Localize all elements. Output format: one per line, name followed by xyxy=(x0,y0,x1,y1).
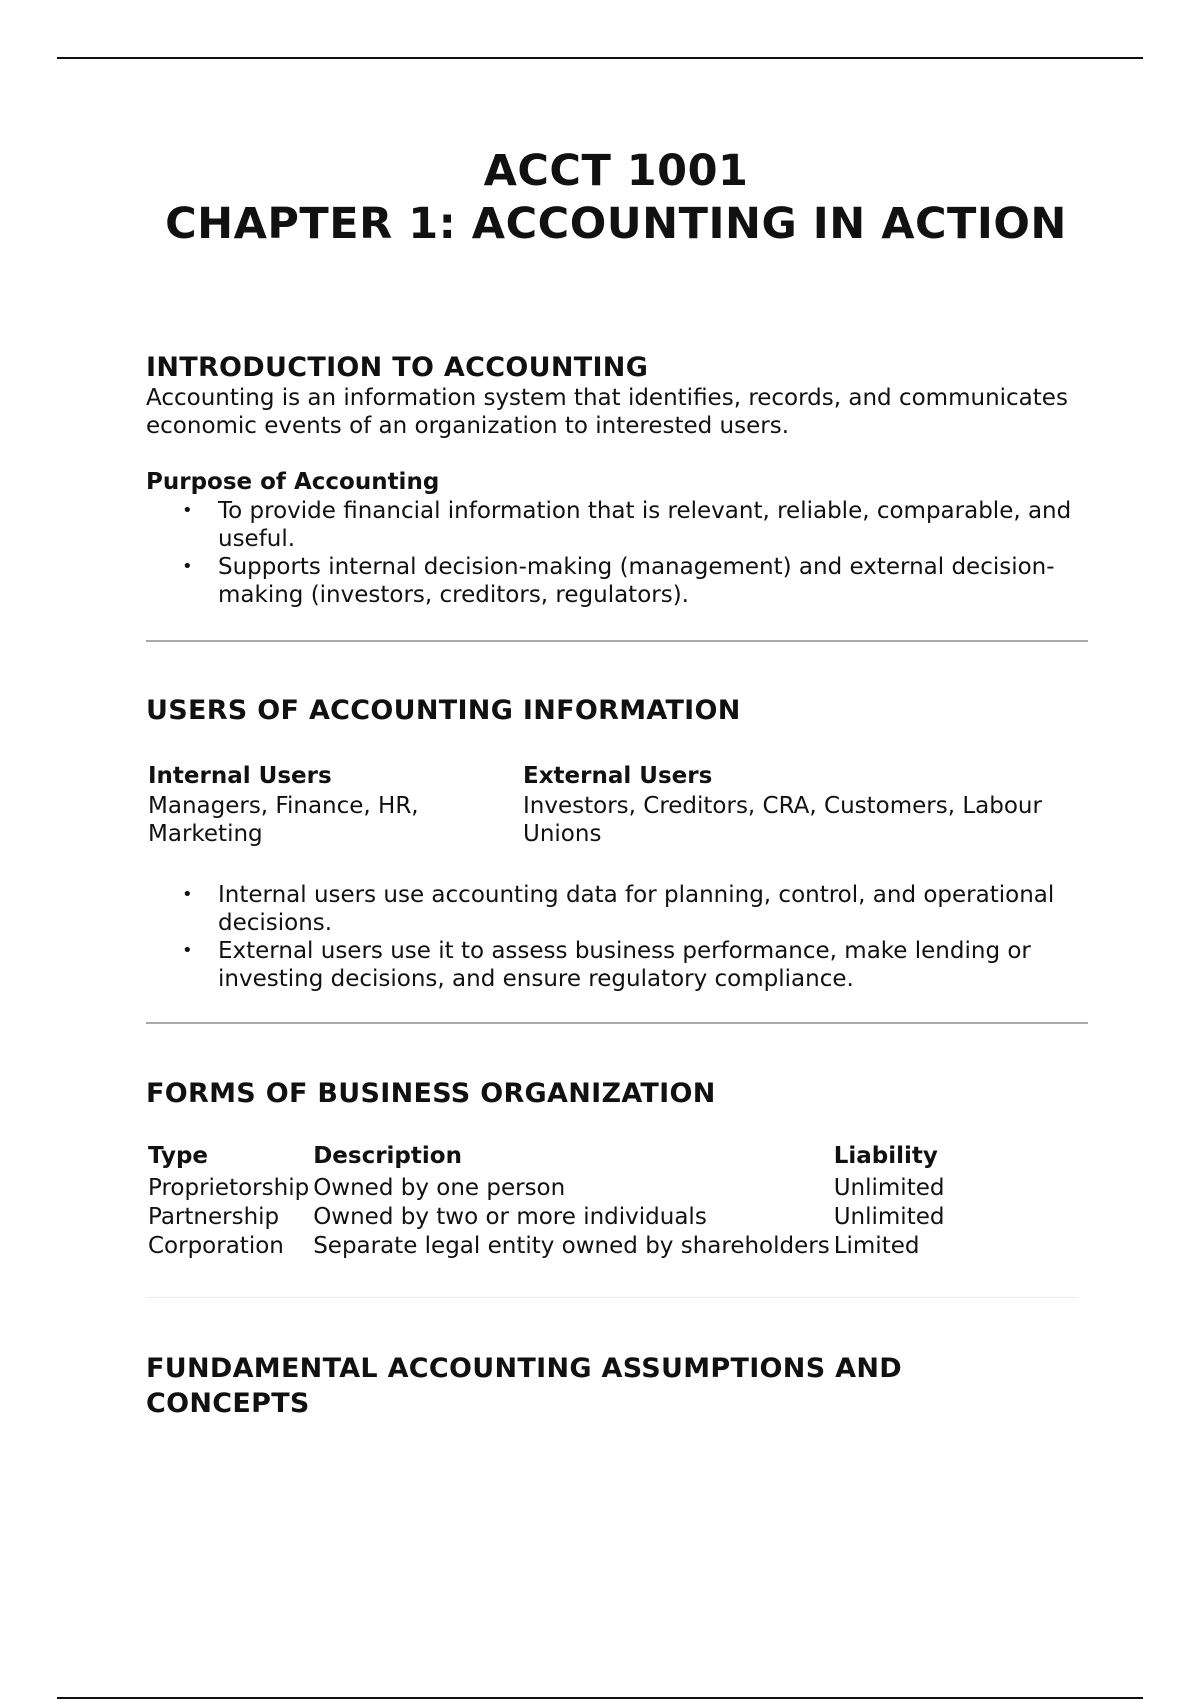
users-item-text: Internal users use accounting data for planning, control, and operational decisions. xyxy=(218,882,1055,936)
cell-liability: Limited xyxy=(833,1233,920,1259)
internal-users-text: Managers, Finance, HR, Marketing xyxy=(148,793,419,847)
external-users-text: Investors, Creditors, CRA, Customers, Labour Unions xyxy=(523,793,1042,847)
list-item xyxy=(182,937,1086,993)
cell-type: Corporation xyxy=(148,1233,284,1259)
users-item-text: External users use it to assess business performance, make lending or investing decisions, and ensure regulatory compliance. xyxy=(218,938,1031,992)
section-divider xyxy=(146,1022,1088,1024)
bullet-icon: • xyxy=(182,500,193,521)
forms-table xyxy=(146,1142,946,1261)
cell-description: Separate legal entity owned by shareholders xyxy=(313,1233,830,1259)
internal-users-heading: Internal Users xyxy=(148,763,332,789)
external-users-heading: External Users xyxy=(523,763,713,789)
intro-heading: INTRODUCTION TO ACCOUNTING xyxy=(146,352,649,383)
page-bottom-rule xyxy=(57,1697,1143,1699)
column-header-type: Type xyxy=(148,1143,209,1169)
intro-text: Accounting is an information system that identifies, records, and communicates economic events of an organization to interested users. xyxy=(146,385,1068,439)
purpose-item-text: To provide financial information that is relevant, reliable, comparable, and useful. xyxy=(218,498,1072,552)
column-header-liability: Liability xyxy=(833,1143,938,1169)
cell-type: Partnership xyxy=(148,1204,280,1230)
title-chapter: CHAPTER 1: ACCOUNTING IN ACTION xyxy=(165,199,1067,249)
cell-liability: Unlimited xyxy=(833,1204,945,1230)
users-list xyxy=(146,881,1086,993)
cell-type: Proprietorship xyxy=(148,1175,310,1201)
document-title xyxy=(146,145,1086,251)
purpose-list xyxy=(146,497,1086,609)
section-divider xyxy=(146,640,1088,642)
table-row xyxy=(146,1174,946,1203)
bullet-icon: • xyxy=(182,884,193,905)
list-item xyxy=(182,553,1086,609)
external-users-column xyxy=(523,762,1098,848)
column-header-description: Description xyxy=(313,1143,462,1169)
users-heading: USERS OF ACCOUNTING INFORMATION xyxy=(146,695,741,726)
table-row xyxy=(146,1203,946,1232)
cell-description: Owned by one person xyxy=(313,1175,566,1201)
fundamentals-heading: FUNDAMENTAL ACCOUNTING ASSUMPTIONS AND CONCEPTS xyxy=(146,1353,902,1419)
cell-description: Owned by two or more individuals xyxy=(313,1204,707,1230)
bullet-icon: • xyxy=(182,556,193,577)
page-top-rule xyxy=(57,57,1143,59)
purpose-item-text: Supports internal decision-making (management) and external decision-making (investors, creditors, regulators). xyxy=(218,554,1055,608)
forms-heading: FORMS OF BUSINESS ORGANIZATION xyxy=(146,1078,716,1109)
internal-users-column xyxy=(148,762,498,848)
list-item xyxy=(182,497,1086,553)
title-course-code: ACCT 1001 xyxy=(483,146,749,196)
table-header-row xyxy=(146,1142,946,1174)
table-row xyxy=(146,1232,946,1261)
cell-liability: Unlimited xyxy=(833,1175,945,1201)
list-item xyxy=(182,881,1086,937)
purpose-heading: Purpose of Accounting xyxy=(146,469,440,495)
section-divider xyxy=(146,1297,1078,1298)
bullet-icon: • xyxy=(182,940,193,961)
